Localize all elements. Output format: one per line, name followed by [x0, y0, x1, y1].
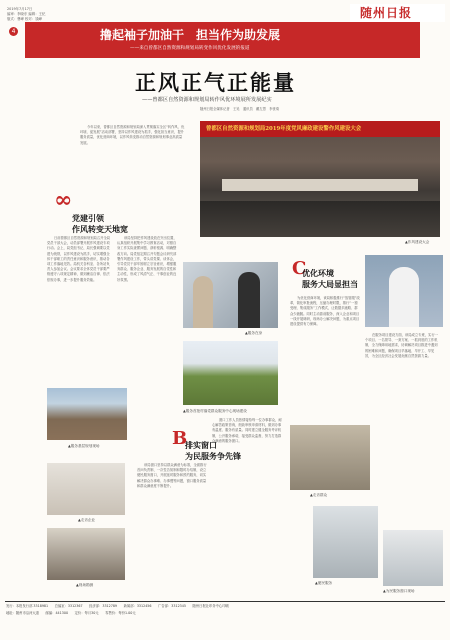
section1-title-line2: 作风转变天地宽	[72, 224, 128, 234]
section3-title-line1: 排实窗口	[185, 440, 217, 450]
proof-credit: 版式：曹峰 校对：钱峰	[7, 17, 42, 21]
person-figure	[389, 267, 419, 327]
footer-line-2: 地址：随州市沿河大道 邮编：441300 定价：每月30元 零售价：每份1.00元	[6, 611, 136, 615]
ornament-icon: C	[292, 258, 307, 279]
villager-photo	[290, 425, 370, 490]
headline-subtitle: ——曾都区自然资源和规划局转作风优环境展所发展纪实	[142, 97, 272, 103]
footer-rule	[5, 601, 445, 602]
village-photo	[183, 341, 278, 405]
section2-column1: 为优化营商环境，该局积极推行“放管服”改革，简化审批流程，压缩办理时限，推行“一窗受理、集成服务”工作模式，让数据多跑路、群众少跑腿。同时主动靠前服务，深入企业和项目一线开展调研，现场办公解决问题，为重点项目建设提供有力保障。	[290, 296, 360, 327]
section2-title-line1: 优化环境	[302, 268, 334, 278]
caption-service: ▲服务在身	[245, 331, 263, 335]
caption-enterprise: ▲走访企业	[78, 518, 96, 522]
caption-window: ▲便民服务	[315, 581, 333, 585]
stage-table	[222, 179, 418, 191]
banner-title: 撸起袖子加油干 担当作为助发展	[100, 28, 281, 42]
editor-credit: 编审：李晓东 编辑：王纪	[7, 12, 46, 16]
caption-meeting: ▲作风建设大会	[405, 240, 430, 244]
section3-title-line2: 为民服务争先锋	[185, 451, 241, 461]
lead-paragraph: 今年以来，曾都区自然资源和规划局深入贯彻落实全区“转作风、优环境、促发展”活动部署，坚持以作风建设为抓手，强化担当意识，提升服务质量，优化营商环境，以作风转变推动自然资源和规划事业高质量发展。	[80, 125, 185, 145]
headline: 正风正气正能量	[135, 70, 296, 95]
section2-title-line2: 服务大局显担当	[302, 279, 358, 289]
section1-column1: 日前曾都区自然资源和规划局召开全局党员干部大会，动员部署开展作风建设专项行动。会上，局党组书记、局长强调要以党建为统领，以作风建设为抓手，切实增强全体干部职工的责任意识和服务意识，推动各项工作落地见效。局机关各科室、各所站负责人参加会议。会议要求全体党员干部要严格遵守八项规定精神，做到廉洁自律、依法依规办事，进一步提升服务效能。	[47, 236, 111, 282]
ornament-icon: ∞	[54, 187, 73, 213]
person-figure	[238, 272, 260, 328]
caption-counter: ▲为民服务窗口现场	[383, 589, 415, 593]
caption-village: ▲服务首批村落党群众服务中心现场建设	[183, 409, 247, 413]
window-photo	[313, 506, 378, 578]
survey-photo	[47, 528, 125, 580]
meeting-photo	[200, 121, 440, 237]
meeting-banner-text: 曾都区自然资源和规划局2019年度党风廉政建设警作风建设大会	[206, 126, 362, 132]
section2-column2: 在服务项目建设方面，该局成立专班，实行一个项目、一名领导、一套方案、一抓到底的工作机制，全力保障用地需求，协调解决项目推进中遇到的困难和问题，确保项目早落地、早开工、早见效，为全区经济社会发展贡献自然资源力量。	[365, 333, 438, 358]
issue-date: 2019年7月17日	[7, 7, 33, 11]
audience-area	[200, 201, 440, 237]
caption-field: ▲服务基层规划现场	[68, 444, 100, 448]
official-photo	[365, 255, 443, 327]
section1-column2: 该局坚持把作风建设放在突出位置，认真组织开展集中学习教育活动，对照自身工作实际查摆问题、剖析根源、明确整改方向。局党组定期召开专题会议研究部署作风建设工作，带头讲党课、谈体会，引导党员干部牢固树立宗旨意识，增强服务群众、服务企业、服务发展的自觉性和主动性，形成了风清气正、干事创业的良好氛围。	[117, 236, 177, 282]
page-number-badge	[9, 27, 18, 36]
section1-title-line1: 党建引领	[72, 213, 104, 223]
byline: 随州日报全媒体记者 王吴 通讯员 戴左思 李世菊	[200, 107, 280, 111]
person-figure	[193, 276, 213, 328]
caption-villager: ▲走访群众	[310, 493, 328, 497]
page-number: 4	[11, 28, 16, 35]
masthead-logo: 随州日报	[360, 6, 413, 20]
ornament-icon: B	[172, 428, 188, 449]
caption-survey: ▲现场勘测	[76, 583, 94, 587]
footer-line-1: 发行：本报发行部 3318981 总编室：3312367 经济部：3312789 新闻部：3312456 广告部：3312345 随州日报社印务中心印刷	[6, 604, 229, 608]
section3-column1: 该局窗口坚持以群众满意为标准，全面推行首问负责制、一次性告知制和限时办结制，设立便民服务窗口，开展延时服务和预约服务，切实解决群众办事难、办事慢等问题，窗口服务质量和群众满意度不断提升。	[137, 463, 207, 488]
counter-photo	[383, 530, 443, 586]
field-photo	[47, 388, 127, 440]
header-meta	[7, 7, 67, 22]
service-photo-1	[183, 262, 278, 328]
banner-subtitle: ——来自曾都区自然资源和规划局转变作风优化发展的报道	[130, 46, 250, 51]
enterprise-photo	[47, 463, 125, 515]
section3-column2: 窗口工作人员热情接待每一位办事群众，耐心解答政策咨询，细致审核申请材料，做到办事有温度、服务有质量。同时建立健全服务考评机制，公开服务承诺，接受群众监督，努力打造群众满意的服务窗口。	[212, 418, 282, 443]
